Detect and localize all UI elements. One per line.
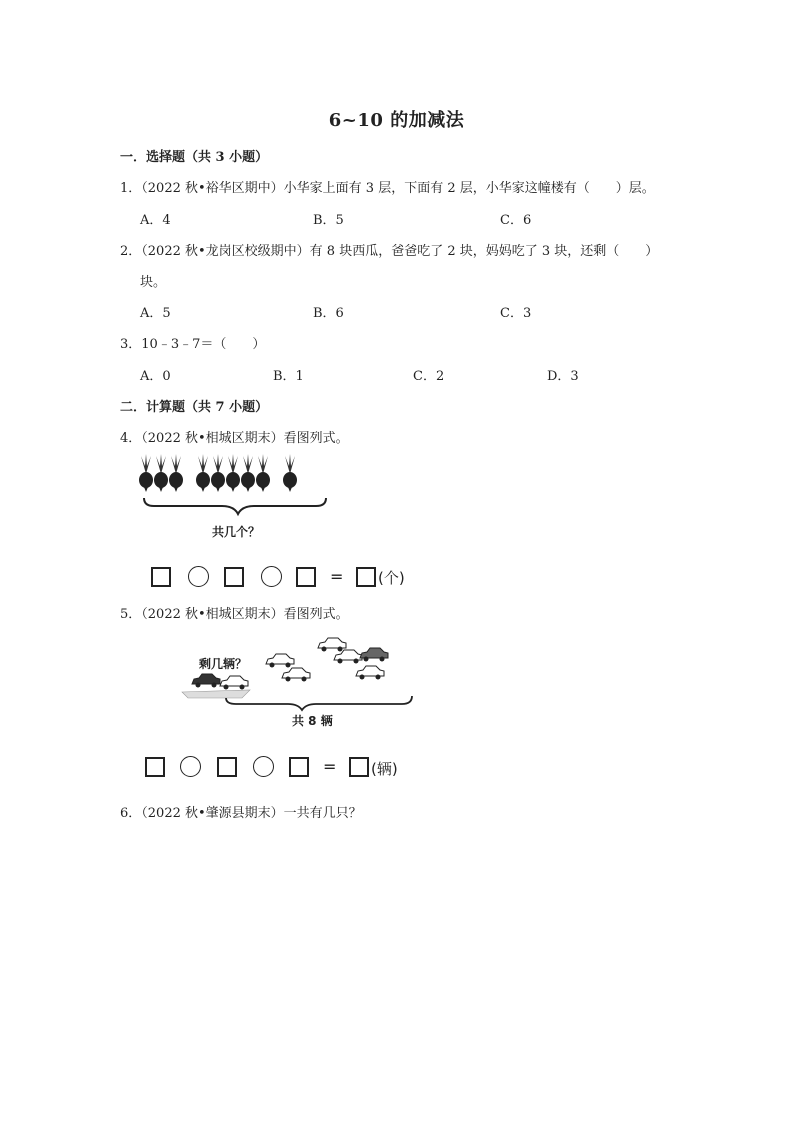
unit-label: (辆): [371, 760, 398, 778]
question-2-text: 2．（2022 秋•龙岗区校级期中）有 8 块西瓜，爸爸吃了 2 块，妈妈吃了 3 块，还剩（ ）: [120, 244, 659, 259]
section-heading-choice: 一．选择题（共 3 小题）: [120, 150, 269, 165]
equals-sign: =: [323, 757, 337, 776]
answer-box-3[interactable]: [296, 567, 316, 587]
answer-box-3[interactable]: [289, 757, 309, 777]
radish-icon: [196, 454, 210, 492]
radish-icon: [283, 454, 297, 492]
question-2-option-a[interactable]: A．5: [140, 306, 171, 321]
question-5-question-caption: 剩几辆？: [199, 657, 248, 671]
radish-icon: [226, 454, 240, 492]
answer-box-2[interactable]: [224, 567, 244, 587]
question-6-text: 6．（2022 秋•肇源县期末）一共有几只？: [120, 806, 362, 821]
radish-icon: [154, 454, 168, 492]
operator-circle-1[interactable]: [180, 756, 201, 777]
radish-icon: [169, 454, 183, 492]
section-heading-calculation: 二．计算题（共 7 小题）: [120, 400, 269, 415]
cars-illustration: [180, 634, 420, 714]
question-2-option-c[interactable]: C．3: [500, 306, 532, 321]
answer-box-result[interactable]: [356, 567, 376, 587]
question-1-option-b[interactable]: B．5: [313, 213, 344, 228]
brace-icon: [226, 696, 412, 710]
car-icon: [220, 676, 248, 690]
answer-box-1[interactable]: [145, 757, 165, 777]
operator-circle-2[interactable]: [253, 756, 274, 777]
question-3-option-a[interactable]: A．0: [140, 369, 171, 384]
radish-icon: [241, 454, 255, 492]
page-title: 6~10 的加减法: [328, 110, 465, 131]
brace-icon: [144, 498, 326, 514]
unit-label: (个): [378, 569, 405, 587]
question-4-caption: 共几个？: [212, 525, 261, 539]
question-3-option-c[interactable]: C．2: [413, 369, 445, 384]
car-icon: [282, 668, 310, 682]
answer-box-1[interactable]: [151, 567, 171, 587]
answer-box-result[interactable]: [349, 757, 369, 777]
car-icon: [356, 666, 384, 680]
answer-box-2[interactable]: [217, 757, 237, 777]
radish-icon: [211, 454, 225, 492]
radish-illustration: [138, 452, 338, 514]
question-1-text: 1．（2022 秋•裕华区期中）小华家上面有 3 层，下面有 2 层，小华家这幢楼有（ ）层。: [120, 181, 655, 196]
question-5-total-caption: 共 8 辆: [292, 714, 333, 728]
question-2-option-b[interactable]: B．6: [313, 306, 344, 321]
car-icon: [192, 674, 220, 688]
question-3-option-d[interactable]: D．3: [547, 369, 579, 384]
question-4-text: 4．（2022 秋•相城区期末）看图列式。: [120, 431, 349, 446]
question-3-text: 3．10﹣3﹣7＝（ ）: [120, 337, 266, 352]
radish-icon: [139, 454, 153, 492]
question-2-text-continued: 块。: [140, 275, 167, 290]
car-icon: [266, 654, 294, 668]
car-icon: [318, 638, 346, 652]
question-1-option-c[interactable]: C．6: [500, 213, 532, 228]
question-3-option-b[interactable]: B．1: [273, 369, 304, 384]
radish-icon: [256, 454, 270, 492]
operator-circle-1[interactable]: [188, 566, 209, 587]
car-icon: [334, 650, 362, 664]
equals-sign: =: [330, 567, 344, 586]
question-5-text: 5．（2022 秋•相城区期末）看图列式。: [120, 607, 349, 622]
question-1-option-a[interactable]: A．4: [140, 213, 171, 228]
operator-circle-2[interactable]: [261, 566, 282, 587]
car-icon: [360, 648, 388, 662]
